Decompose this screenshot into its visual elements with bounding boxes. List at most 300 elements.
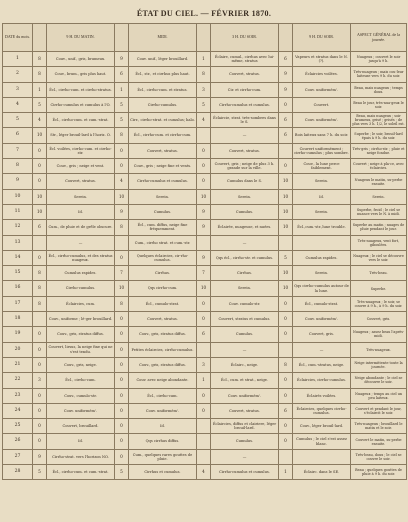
afternoon-sky: Couvert, stratus. — [211, 143, 279, 158]
table-row — [3, 266, 407, 281]
noon-sky: Cirrho-cumulus. — [129, 97, 197, 112]
afternoon-sky: Éclairée, nuageuse, et nuées. — [211, 220, 279, 235]
noon-code: 9 — [115, 52, 129, 67]
morning-sky: — — [47, 235, 115, 250]
morning-sky: Id. — [47, 434, 115, 449]
afternoon-code — [197, 342, 211, 357]
noon-sky: Cirr., cirrho-strat. et cumulus; halo. — [129, 113, 197, 128]
evening-sky: Cumulus rapides. — [293, 250, 351, 265]
noon-code: 0 — [115, 327, 129, 342]
morning-sky: Cirrho-strat. vers l'horizon NO. — [47, 449, 115, 464]
date-cell: 15 — [3, 266, 33, 281]
afternoon-code — [197, 419, 211, 434]
day-aspect: Nuageux ; couvert le soir jusqu'à 9 h. — [351, 52, 407, 67]
table-row — [3, 82, 407, 97]
date-cell: 17 — [3, 296, 33, 311]
header-9pm: 9 H. DU SOIR. — [293, 24, 351, 52]
morning-sky: Écl., cirrho-cumulus, et des stratus nuageux. — [47, 250, 115, 265]
afternoon-sky: — — [211, 449, 279, 464]
afternoon-code — [197, 434, 211, 449]
afternoon-code: 0 — [197, 159, 211, 174]
noon-code: 8 — [115, 220, 129, 235]
evening-code: 1 — [279, 465, 293, 480]
date-cell: 28 — [3, 465, 33, 480]
morning-sky: Couvert, stratus. — [47, 174, 115, 189]
noon-code: 6 — [115, 67, 129, 82]
morning-code: 3 — [33, 373, 47, 388]
afternoon-code: 3 — [197, 357, 211, 372]
afternoon-code: 0 — [197, 388, 211, 403]
morning-sky: Couv., gris, stratus diffus. — [47, 327, 115, 342]
day-aspect: Couvert ; neige à pla-ce, avec éclaircies. — [351, 159, 407, 174]
date-cell: 22 — [3, 373, 33, 388]
evening-sky: Écl., cum.-stratus, neige. — [293, 357, 351, 372]
noon-sky: Couv. avec neige abondante. — [129, 373, 197, 388]
evening-sky: Couv. uniformém'. — [293, 312, 351, 327]
header-noon: MIDI. — [129, 24, 197, 52]
morning-sky: Couv., cumulo-str. — [47, 388, 115, 403]
noon-sky: Cum., cirrho strat. et cum.-str. — [129, 235, 197, 250]
noon-sky: Qqs cirrho-cum. — [129, 281, 197, 296]
evening-code: 0 — [279, 419, 293, 434]
afternoon-sky: Cumulus. — [211, 327, 279, 342]
table-row — [3, 465, 407, 480]
morning-sky: Cirrho-cumulus. — [47, 281, 115, 296]
noon-sky: Cirrhus et cumulus. — [129, 465, 197, 480]
evening-code: 6 — [279, 113, 293, 128]
evening-sky: Couvert, gris. — [293, 327, 351, 342]
morning-sky: Couv., uniforme ; lé-ger brouillard. — [47, 312, 115, 327]
afternoon-sky: — — [211, 128, 279, 143]
table-row — [3, 434, 407, 449]
morning-sky: Éclaircies, cum. — [47, 296, 115, 311]
evening-sky: Couv., la lune perce faiblement. — [293, 159, 351, 174]
afternoon-sky: Serein. — [211, 189, 279, 204]
day-aspect: Beau ; quelques gouttes de pluie à 9 h. du soir. — [351, 465, 407, 480]
page-title: ÉTAT DU CIEL. — FÉVRIER 1870. — [136, 9, 272, 18]
afternoon-code: 9 — [197, 220, 211, 235]
table-row — [3, 113, 407, 128]
afternoon-code: 0 — [197, 403, 211, 418]
noon-code: 4 — [115, 174, 129, 189]
header-date: DATE du mois. — [3, 24, 33, 52]
evening-sky: Écl.,cum.-str.,lune trouble. — [293, 220, 351, 235]
evening-sky: Couvert. — [293, 97, 351, 112]
morning-sky: Serein. — [47, 189, 115, 204]
table-row — [3, 327, 407, 342]
afternoon-sky: Cirrhus. — [211, 266, 279, 281]
noon-sky: Écl., cirrho-cum. et cirrho-cum. — [129, 128, 197, 143]
header-3pm: 3 H. DU SOIR. — [211, 24, 279, 52]
noon-sky: Écl., cirrho-cum. et stratus. — [129, 82, 197, 97]
afternoon-sky: Couvert, stratus et cumulus. — [211, 312, 279, 327]
noon-code: 9 — [115, 204, 129, 219]
table-row — [3, 189, 407, 204]
table-row — [3, 204, 407, 219]
noon-code: 5 — [115, 97, 129, 112]
noon-sky: Qqs cirrhus diffus. — [129, 434, 197, 449]
day-aspect: Très-nuageux. — [351, 342, 407, 357]
morning-code: 10 — [33, 204, 47, 219]
evening-sky: Couv. uniformém'. — [293, 82, 351, 97]
date-cell: 6 — [3, 128, 33, 143]
table-row — [3, 373, 407, 388]
afternoon-sky: Écl., cum. et strat., neige. — [211, 373, 279, 388]
afternoon-sky: Cumulus. — [211, 434, 279, 449]
table-row — [3, 312, 407, 327]
noon-sky: Couv., gris, stratus diffus. — [129, 327, 197, 342]
day-aspect: Très-nuageux ; mais cou-leur laiteuse vers 9 h. du soir. — [351, 67, 407, 82]
afternoon-code: 10 — [197, 189, 211, 204]
afternoon-code — [197, 128, 211, 143]
morning-code: 0 — [33, 174, 47, 189]
morning-code: 10 — [33, 128, 47, 143]
date-cell: 5 — [3, 113, 33, 128]
noon-sky: Serein. — [129, 189, 197, 204]
morning-code: 4 — [33, 113, 47, 128]
morning-sky: Écl., cirrho-cum. et cum.-strat. — [47, 113, 115, 128]
date-cell: 26 — [3, 434, 33, 449]
afternoon-sky: Éclaircies, diffus et clairiere, léger brouil-lard. — [211, 419, 279, 434]
evening-code: 5 — [279, 250, 293, 265]
noon-code: 0 — [115, 403, 129, 418]
header-row — [3, 24, 407, 52]
day-aspect: Très-nuageux ; le soir, se couvre à 9 h., à 9 h. du soir. — [351, 296, 407, 311]
evening-sky: Bois laiteux sans 7 h. du soir. — [293, 128, 351, 143]
noon-sky: Id. — [129, 419, 197, 434]
afternoon-code: 1 — [197, 373, 211, 388]
day-aspect: Serein. — [351, 189, 407, 204]
morning-code: 0 — [33, 357, 47, 372]
date-cell: 20 — [3, 342, 33, 357]
day-aspect: Très-beau. — [351, 266, 407, 281]
date-cell: 16 — [3, 281, 33, 296]
header-blank-3 — [197, 24, 211, 52]
afternoon-code: 6 — [197, 327, 211, 342]
evening-code: 6 — [279, 128, 293, 143]
day-aspect: Nuageux le matin, su-perbe ensuite. — [351, 174, 407, 189]
date-cell: 23 — [3, 388, 33, 403]
noon-sky: Quelques éclaircies, cir-rho-cumulus. — [129, 250, 197, 265]
evening-sky: Qqs cirrho-cumulus autour de la lune. — [293, 281, 351, 296]
afternoon-code: 0 — [197, 174, 211, 189]
noon-sky: Couv., gris ; neige fine et vents. — [129, 159, 197, 174]
morning-code: 8 — [33, 67, 47, 82]
evening-sky: Id. — [293, 189, 351, 204]
noon-code: 0 — [115, 434, 129, 449]
afternoon-sky: Qqs écl., cirrho-str. et cumulus. — [211, 250, 279, 265]
afternoon-sky: Éclaire, cumul., cirrhus avec lui-même, stratus — [211, 52, 279, 67]
noon-sky: Écl., cirrho-cum. — [129, 388, 197, 403]
noon-code: 5 — [115, 113, 129, 128]
noon-sky: Cum., quelques rares gouttes de pluie. — [129, 449, 197, 464]
evening-sky — [293, 449, 351, 464]
morning-sky: Couvert, brouillard. — [47, 419, 115, 434]
morning-sky: Str., léger brouil-lard à l'horiz. O. — [47, 128, 115, 143]
morning-code: 0 — [33, 143, 47, 158]
afternoon-code: 1 — [197, 52, 211, 67]
noon-code: 0 — [115, 357, 129, 372]
afternoon-sky: Couv. cumulo-str. — [211, 296, 279, 311]
day-aspect: Très-nuageux ; brouillard le matin et le soir. — [351, 419, 407, 434]
noon-sky: Écl., cum. diffus, neige fine fréquemment. — [129, 220, 197, 235]
afternoon-sky: Serein. — [211, 281, 279, 296]
date-cell: 3 — [3, 82, 33, 97]
afternoon-code — [197, 449, 211, 464]
evening-code: 0 — [279, 373, 293, 388]
table-row — [3, 143, 407, 158]
morning-code: 8 — [33, 281, 47, 296]
noon-sky: Couv. unif., léger brouillard. — [129, 52, 197, 67]
date-cell: 11 — [3, 204, 33, 219]
evening-code: 10 — [279, 220, 293, 235]
afternoon-sky: Cirrho-cumulus et cumulus. — [211, 97, 279, 112]
day-aspect: Nuageux ; le ciel se découvre vers le soir. — [351, 250, 407, 265]
date-cell: 2 — [3, 67, 33, 82]
noon-sky: Couv., gris, stratus diffus. — [129, 357, 197, 372]
date-cell: 1 — [3, 52, 33, 67]
date-cell: 25 — [3, 419, 33, 434]
morning-code: 8 — [33, 296, 47, 311]
evening-code: 10 — [279, 189, 293, 204]
day-aspect: Superbe ; le soir, brouil-lard épais à 9 h. du soir. — [351, 128, 407, 143]
noon-code: 5 — [115, 465, 129, 480]
noon-sky: Écl., str., et cirrhus plus haut. — [129, 67, 197, 82]
evening-sky: Couv. uniformém'. — [293, 113, 351, 128]
morning-code: 0 — [33, 342, 47, 357]
afternoon-code: 0 — [197, 143, 211, 158]
evening-sky: Éclaircies, quelques cirrho-cumulus. — [293, 403, 351, 418]
afternoon-code — [197, 235, 211, 250]
noon-sky: Cirrho-cumulus et cumulus. — [129, 174, 197, 189]
table-row — [3, 220, 407, 235]
day-aspect: Neige intermittente toute la journée. — [351, 357, 407, 372]
morning-code — [33, 312, 47, 327]
evening-sky: Vapeurs et stratus dans le N. (?). — [293, 52, 351, 67]
noon-code: 0 — [115, 342, 129, 357]
noon-code: 0 — [115, 250, 129, 265]
evening-code: 0 — [279, 434, 293, 449]
day-aspect: Superbe. — [351, 281, 407, 296]
evening-code: 8 — [279, 357, 293, 372]
morning-sky: Couv., gris ; neige et vent. — [47, 159, 115, 174]
date-cell: 19 — [3, 327, 33, 342]
evening-sky: Éclaircies voilées. — [293, 67, 351, 82]
noon-sky: Écl., cumulo-strat. — [129, 296, 197, 311]
date-cell: 9 — [3, 174, 33, 189]
date-cell: 13 — [3, 235, 33, 250]
evening-code: 0 — [279, 296, 293, 311]
morning-code: 0 — [33, 388, 47, 403]
morning-code: 0 — [33, 250, 47, 265]
afternoon-sky: Cumulus dans le S. — [211, 174, 279, 189]
evening-sky: Serein. — [293, 174, 351, 189]
evening-sky: Éclairc. dans le SE. — [293, 465, 351, 480]
afternoon-sky: Éclairc., neige. — [211, 357, 279, 372]
table-row — [3, 235, 407, 250]
evening-code: 0 — [279, 388, 293, 403]
date-cell: 4 — [3, 97, 33, 112]
morning-sky: Couv., unif., gris, brumeux. — [47, 52, 115, 67]
date-cell: 27 — [3, 449, 33, 464]
header-aspect: ASPECT GÉNÉRAL de la journée. — [351, 24, 407, 52]
table-row — [3, 403, 407, 418]
afternoon-sky: Couvert, gris ; neige de plus 3 h. grande sur la ville. — [211, 159, 279, 174]
morning-code: 8 — [33, 266, 47, 281]
morning-code: 8 — [33, 52, 47, 67]
morning-code — [33, 235, 47, 250]
afternoon-sky: — — [211, 235, 279, 250]
afternoon-sky: — — [211, 342, 279, 357]
header-blank-4 — [279, 24, 293, 52]
noon-code: 10 — [115, 189, 129, 204]
noon-code: 0 — [115, 388, 129, 403]
noon-code: 0 — [115, 159, 129, 174]
evening-code: 6 — [279, 403, 293, 418]
morning-sky: Cum., de pluie et de grêle obscure. — [47, 220, 115, 235]
day-aspect: Très-nuageux, vent fort, giboulées. — [351, 235, 407, 250]
header-blank-1 — [33, 24, 47, 52]
noon-sky: Petites éclaircies, cirrho-cumulus. — [129, 342, 197, 357]
afternoon-sky: Cirrho-cumulus et cumulus. — [211, 465, 279, 480]
date-cell: 10 — [3, 189, 33, 204]
evening-code — [279, 143, 293, 158]
noon-sky: Couvert, stratus. — [129, 312, 197, 327]
morning-sky: Id. — [47, 204, 115, 219]
morning-code: 10 — [33, 189, 47, 204]
noon-code: 0 — [115, 419, 129, 434]
day-aspect: Couvert le matin, su-perbe ensuite. — [351, 434, 407, 449]
afternoon-code: 5 — [197, 97, 211, 112]
noon-sky: Cumulus. — [129, 204, 197, 219]
morning-code: 0 — [33, 434, 47, 449]
day-aspect: Très-gris ; cirrho-str. ; pluie et neige fondue. — [351, 143, 407, 158]
evening-sky: Éclaircies, cirrho-cumulus. — [293, 373, 351, 388]
afternoon-code: 10 — [197, 281, 211, 296]
afternoon-code: 3 — [197, 82, 211, 97]
day-aspect: Nuageux ; temps au ciel un peu laiteux. — [351, 388, 407, 403]
noon-code: 8 — [115, 128, 129, 143]
evening-code: 9 — [279, 82, 293, 97]
table-row — [3, 388, 407, 403]
noon-code — [115, 235, 129, 250]
table-row — [3, 357, 407, 372]
morning-sky: Écl. voilées, cirrho-cum. et cirrho-str. — [47, 143, 115, 158]
noon-code: 10 — [115, 281, 129, 296]
table-row — [3, 449, 407, 464]
noon-code: 0 — [115, 312, 129, 327]
afternoon-code: 8 — [197, 67, 211, 82]
morning-sky: Couv., brum., gris plus haut. — [47, 67, 115, 82]
afternoon-code: 4 — [197, 113, 211, 128]
header-morning: 9 H. DU MATIN. — [47, 24, 115, 52]
header-blank-2 — [115, 24, 129, 52]
evening-sky: Couv., léger brouil-lard. — [293, 419, 351, 434]
table-row — [3, 342, 407, 357]
morning-sky: Couv., gris, neige. — [47, 357, 115, 372]
noon-code: 0 — [115, 449, 129, 464]
day-aspect: Neige abondante ; le ciel se découvre le soir. — [351, 373, 407, 388]
afternoon-code: 0 — [197, 296, 211, 311]
table-row — [3, 159, 407, 174]
day-aspect: Nuageux ; assez beau l'après-midi. — [351, 327, 407, 342]
evening-code: 10 — [279, 174, 293, 189]
evening-code: 0 — [279, 159, 293, 174]
afternoon-code: 0 — [197, 312, 211, 327]
evening-sky: Serein. — [293, 204, 351, 219]
evening-sky: Serein. — [293, 266, 351, 281]
morning-code: 5 — [33, 465, 47, 480]
evening-sky: Éclairés voilées. — [293, 388, 351, 403]
table-row — [3, 52, 407, 67]
noon-code: 0 — [115, 373, 129, 388]
afternoon-sky: Couv. uniformém'. — [211, 388, 279, 403]
day-aspect: Couvert et pendant le jour, s'éclaircit le soir. — [351, 403, 407, 418]
evening-code — [279, 449, 293, 464]
afternoon-code: 9 — [197, 250, 211, 265]
day-aspect: Beau, mais nuageux ; temps doux. — [351, 82, 407, 97]
afternoon-sky: Éclaircie, strat. très-sombres dans le S. — [211, 113, 279, 128]
noon-sky: Couv. uniformém'. — [129, 403, 197, 418]
evening-sky: — — [293, 342, 351, 357]
morning-code: 0 — [33, 159, 47, 174]
table-row — [3, 419, 407, 434]
evening-sky: Couvert uniformément ; cirrho-cumulus ; plus sombre. — [293, 143, 351, 158]
evening-code: 10 — [279, 266, 293, 281]
evening-code: 0 — [279, 97, 293, 112]
day-aspect: Couvert, gris. — [351, 312, 407, 327]
day-aspect: Superbe au matin ; nuages de pluie pendant le jour. — [351, 220, 407, 235]
table-row — [3, 296, 407, 311]
morning-code: 5 — [33, 97, 47, 112]
noon-code: 1 — [115, 82, 129, 97]
morning-sky: Cumulus rapides. — [47, 266, 115, 281]
morning-code: 6 — [33, 220, 47, 235]
date-cell: 14 — [3, 250, 33, 265]
day-aspect: Beau, mais nuageux ; soir brumeux, grisé ; grisés ; de plus vers 3 h. 1/2, le soleil est. — [352, 114, 405, 127]
afternoon-code: 9 — [197, 204, 211, 219]
table-row — [3, 97, 407, 112]
noon-code: 8 — [115, 296, 129, 311]
date-cell: 18 — [3, 312, 33, 327]
day-aspect: Superbe, froid ; le ciel se nuance vers le N. à midi. — [351, 204, 407, 219]
date-cell: 8 — [3, 159, 33, 174]
table-body — [3, 52, 407, 480]
morning-code: 1 — [33, 82, 47, 97]
morning-code: 0 — [33, 327, 47, 342]
morning-sky: Écl., cirrho-cum. et cirrho-stratus. — [47, 82, 115, 97]
noon-code: 0 — [115, 143, 129, 158]
date-cell: 24 — [3, 403, 33, 418]
noon-code: 7 — [115, 266, 129, 281]
date-cell: 21 — [3, 357, 33, 372]
evening-sky: Écl., cumulo-strat. — [293, 296, 351, 311]
table-row — [3, 128, 407, 143]
table-row — [3, 67, 407, 82]
afternoon-sky: Cir. et cirrho-cum. — [211, 82, 279, 97]
noon-sky: Cirrhus. — [129, 266, 197, 281]
morning-sky: Écl., cirrho-cum. — [47, 373, 115, 388]
evening-code: 6 — [279, 52, 293, 67]
evening-code: 0 — [279, 327, 293, 342]
day-aspect: Très-beau, doux ; le ciel se couvre le soir. — [351, 449, 407, 464]
morning-sky: Couvert, lirsus, la neige fine qui ne s'est tendu. — [47, 342, 115, 357]
evening-sky — [293, 235, 351, 250]
table-row — [3, 174, 407, 189]
afternoon-sky: Couvert, stratus. — [211, 67, 279, 82]
afternoon-sky: Cumulus. — [211, 204, 279, 219]
afternoon-sky: Couvert, stratus. — [211, 403, 279, 418]
